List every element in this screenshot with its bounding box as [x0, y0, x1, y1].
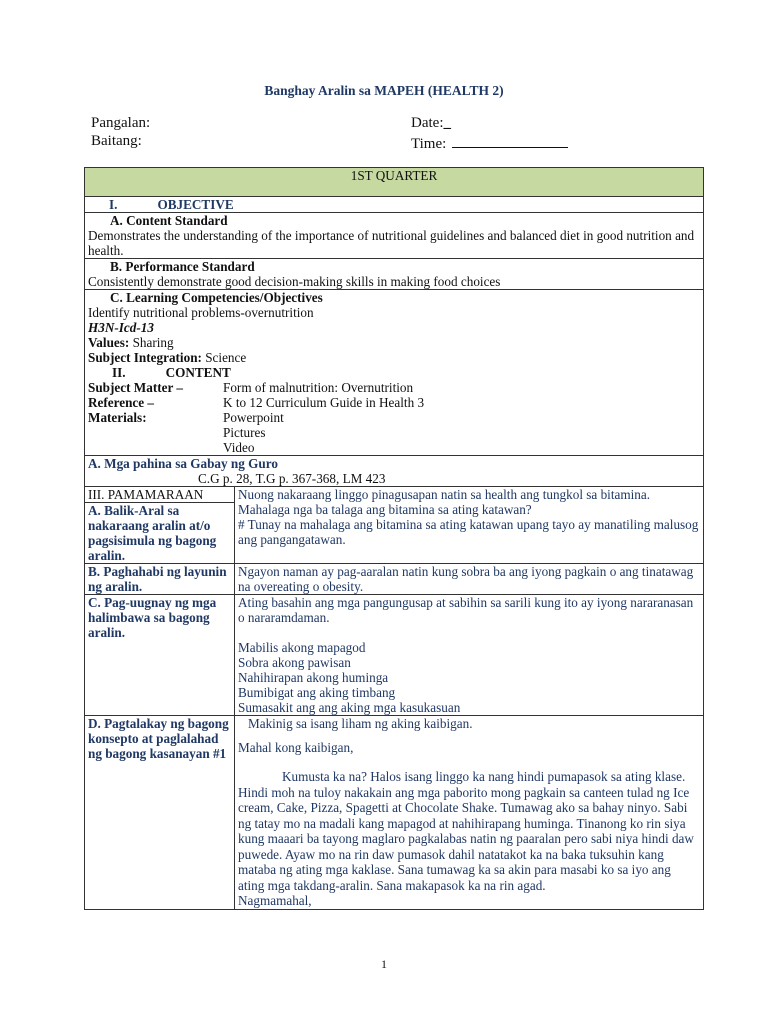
row-label-balik-aral: A. Balik-Aral sa nakaraang aralin at/o pagsisimula ng bagong aralin.: [85, 502, 234, 563]
letter-intro: Makinig sa isang liham ng aking kaibigan.: [248, 716, 473, 731]
content-numeral: II.: [112, 365, 126, 380]
pamamaraan-cell: [85, 487, 235, 564]
material-item: Pictures: [223, 425, 266, 440]
content-standard-cell: [85, 213, 704, 259]
content-standard-label: A. Content Standard: [110, 213, 228, 228]
material-item: Video: [223, 440, 255, 455]
subject-matter-text: Form of malnutrition: Overnutrition: [223, 380, 414, 395]
integration-line: [88, 350, 700, 365]
objective-heading: [85, 197, 704, 213]
objective-label: OBJECTIVE: [157, 197, 234, 212]
quarter-header: 1ST QUARTER: [85, 168, 704, 197]
content-label: CONTENT: [165, 365, 231, 380]
competencies-label: C. Learning Competencies/Objectives: [110, 290, 323, 305]
text-line: Ating basahin ang mga pangungusap at sabihin sa sarili kung ito ay iyong nararanasan o nararamdaman.: [238, 595, 694, 625]
reference-text: K to 12 Curriculum Guide in Health 3: [223, 395, 425, 410]
letter-closing: Nagmamahal,: [238, 893, 312, 908]
objective-numeral: I.: [109, 197, 118, 212]
pagtalakay-content: [235, 716, 704, 910]
gabay-cell: [85, 456, 704, 487]
reference-line: [88, 395, 700, 410]
competency-text: Identify nutritional problems-overnutrition: [88, 305, 314, 320]
performance-standard-label: B. Performance Standard: [110, 259, 255, 274]
list-item: Sobra akong pawisan: [238, 655, 351, 670]
materials-label: Materials:: [88, 410, 147, 425]
competency-code: H3N-Icd-13: [88, 320, 154, 335]
integration-text: Science: [205, 350, 247, 365]
text-line: Ngayon naman ay pag-aaralan natin kung sobra ba ang iyong pagkain o ang tinatawag na overeating o obesity.: [238, 564, 694, 594]
materials-line: [88, 410, 700, 425]
letter-body: Kumusta ka na? Halos isang linggo ka nang hindi pumapasok sa ating klase. Hindi moh na tuloy nakakain ang mga paborito mong pagkain sa canteen tulad ng Ice cream, Cake, Pizza, Spagetti at Chocolate Shake. Tumawag ako sa bahay ninyo. Sabi ng tatay mo na madali kang mapagod at nahihirapang huminga. Tinanong ko rin siya kung maaari ba tayong maglaro pagkalabas natin ng paaralan pero sabi niya hindi daw puwede. Ayaw mo na rin daw pumasok dahil natatakot ka na baka tuksuhin kang mataba ng ating mga kaklase. Sana tumawag ka sa akin para masabi ko sa iyo ang ating mga takdang-aralin. Sana makapasok ka na rin agad.: [238, 769, 694, 893]
gabay-label: A. Mga pahina sa Gabay ng Guro: [88, 456, 278, 471]
date-label: Date:: [411, 115, 444, 131]
text-line: Mahalaga nga ba talaga ang bitamina sa ating katawan?: [238, 502, 532, 517]
gabay-pages: C.G p. 28, T.G p. 367-368, LM 423: [198, 471, 386, 486]
performance-standard-cell: [85, 259, 704, 290]
values-text: Sharing: [132, 335, 174, 350]
list-item: Bumibigat ang aking timbang: [238, 685, 396, 700]
material-item: Powerpoint: [223, 410, 284, 425]
time-label: Time:: [411, 136, 447, 152]
baitang-label: Baitang:: [91, 133, 142, 149]
time-field: [411, 133, 568, 153]
balik-aral-content: [235, 487, 704, 564]
date-blank: _: [443, 115, 451, 131]
list-item: Nahihirapan akong huminga: [238, 670, 389, 685]
pangalan-label: Pangalan:: [91, 115, 151, 131]
values-line: [88, 335, 700, 350]
pag-uugnay-content: [235, 595, 704, 716]
page-number: 1: [381, 957, 387, 971]
content-standard-text: Demonstrates the understanding of the importance of nutritional guidelines and balanced diet in good nutrition and health.: [88, 228, 695, 258]
paghahabi-content: [235, 564, 704, 595]
row-label-paghahabi: B. Paghahabi ng layunin ng aralin.: [85, 564, 235, 595]
list-item: Sumasakit ang ang aking mga kasukasuan: [238, 700, 461, 715]
document-title: Banghay Aralin sa MAPEH (HEALTH 2): [264, 83, 504, 98]
text-line: # Tunay na mahalaga ang bitamina sa ating katawan upang tayo ay manatiling malusog ang pangangatawan.: [238, 517, 699, 547]
date-field: [411, 115, 451, 132]
row-label-pag-uugnay: C. Pag-uugnay ng mga halimbawa sa bagong aralin.: [85, 595, 235, 716]
performance-standard-text: Consistently demonstrate good decision-making skills in making food choices: [88, 274, 501, 289]
row-label-pagtalakay: D. Pagtalakay ng bagong konsepto at paglalahad ng bagong kasanayan #1: [85, 716, 235, 910]
pamamaraan-label: III. PAMAMARAAN: [88, 487, 204, 502]
lesson-plan-table: [84, 167, 704, 910]
letter-greeting: Mahal kong kaibigan,: [238, 739, 354, 755]
text-line: Nuong nakaraang linggo pinagusapan natin sa health ang tungkol sa bitamina.: [238, 487, 651, 502]
competencies-cell: [85, 290, 704, 456]
list-item: Mabilis akong mapagod: [238, 640, 366, 655]
subject-matter-label: Subject Matter –: [88, 380, 183, 395]
content-heading: [88, 365, 700, 380]
values-label: Values:: [88, 335, 130, 350]
reference-label: Reference –: [88, 395, 155, 410]
integration-label: Subject Integration:: [88, 350, 202, 365]
subject-matter-line: [88, 380, 700, 395]
blank-line: [238, 625, 700, 640]
time-blank-line: [452, 133, 568, 148]
